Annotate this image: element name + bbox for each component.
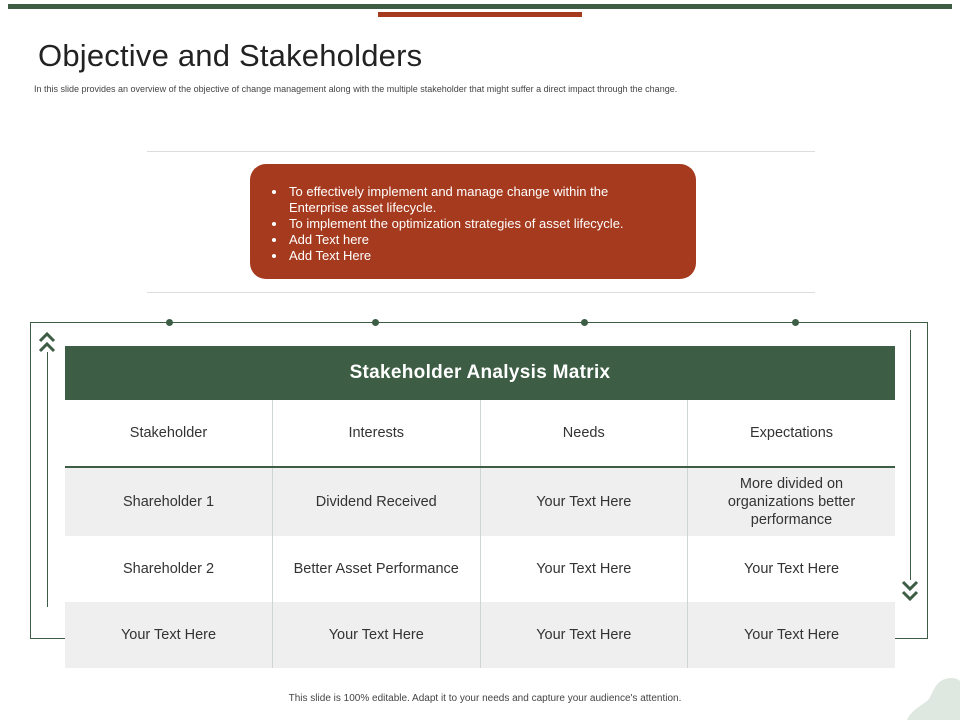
table-cell: Your Text Here (480, 467, 688, 536)
table-row (65, 602, 895, 668)
table-cell: Your Text Here (273, 602, 481, 668)
table-cell: Your Text Here (480, 536, 688, 602)
table-cell: Your Text Here (65, 602, 273, 668)
table-cell: Better Asset Performance (273, 536, 481, 602)
top-bar (8, 4, 952, 9)
divider-bottom (147, 292, 815, 293)
objective-bullet: • Add Text here (287, 232, 668, 248)
double-chevron-up-icon (38, 330, 56, 356)
table-cell: Your Text Here (688, 602, 896, 668)
column-header: Stakeholder (65, 400, 273, 467)
table-row (65, 467, 895, 536)
table-cell: Your Text Here (480, 602, 688, 668)
objective-bullet: • Add Text Here (287, 248, 668, 264)
right-arrow-line (910, 330, 911, 580)
column-header: Interests (273, 400, 481, 467)
divider-top (147, 151, 815, 152)
table-cell: Your Text Here (688, 536, 896, 602)
connector-dot (581, 319, 588, 326)
connector-dot (792, 319, 799, 326)
table-cell: Shareholder 2 (65, 536, 273, 602)
connector-dot (372, 319, 379, 326)
top-accent-bar (378, 12, 582, 17)
objective-bullet: • To effectively implement and manage change within the Enterprise asset lifecycle. (287, 184, 668, 216)
connector-dot (166, 319, 173, 326)
objective-list (270, 184, 668, 264)
table-cell: Dividend Received (273, 467, 481, 536)
page-subtitle: In this slide provides an overview of the objective of change management along with the multiple stakeholder that might suffer a direct impact through the change. (34, 84, 678, 94)
table-cell: Shareholder 1 (65, 467, 273, 536)
matrix-title: Stakeholder Analysis Matrix (65, 346, 895, 400)
double-chevron-down-icon (901, 577, 919, 603)
decorative-leaf-shape (905, 675, 960, 720)
column-header: Expectations (688, 400, 896, 467)
objective-bullet: • To implement the optimization strategies of asset lifecycle. (287, 216, 668, 232)
left-arrow-line (47, 352, 48, 607)
page-title: Objective and Stakeholders (38, 38, 423, 73)
stakeholder-matrix-table (65, 400, 895, 668)
objective-box (250, 164, 696, 279)
table-cell: More divided on organizations better performance (688, 467, 896, 536)
footer-note: This slide is 100% editable. Adapt it to your needs and capture your audience's attention. (288, 693, 682, 704)
table-header-row (65, 400, 895, 467)
table-row (65, 536, 895, 602)
column-header: Needs (480, 400, 688, 467)
